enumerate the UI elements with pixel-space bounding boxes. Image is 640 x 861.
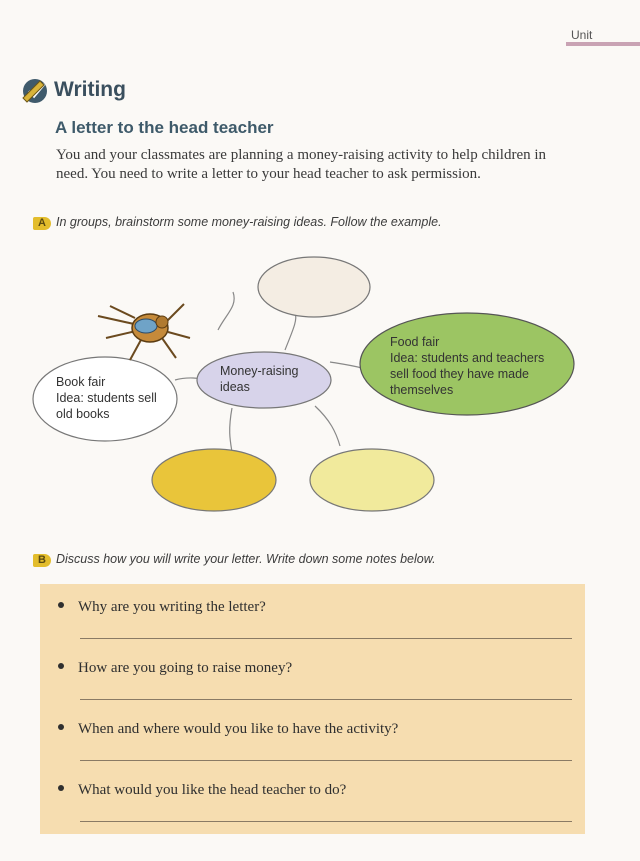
bullet (58, 602, 64, 608)
task-a-badge: A (33, 217, 51, 230)
unit-accent-bar (566, 42, 640, 46)
answer-line[interactable] (80, 699, 572, 700)
bullet (58, 663, 64, 669)
mind-map (0, 240, 640, 540)
answer-line[interactable] (80, 821, 572, 822)
task-b-badge: B (33, 554, 51, 567)
task-a-instruction (33, 215, 442, 230)
connector-right (330, 362, 362, 368)
question-item: How are you going to raise money? (58, 660, 292, 677)
book-fair-text: Book fair Idea: students sell old books (56, 375, 157, 421)
unit-label: Unit (571, 28, 593, 42)
connector-bottom-right (315, 406, 340, 446)
activity-title: A letter to the head teacher (55, 118, 274, 137)
task-a-text: In groups, brainstorm some money-raising ideas. Follow the example. (56, 215, 442, 229)
bullet (58, 785, 64, 791)
answer-line[interactable] (80, 760, 572, 761)
empty-idea-bubble-pale (310, 449, 434, 511)
question-item: What would you like the head teacher to do? (58, 782, 346, 799)
question-item: When and where would you like to have the activity? (58, 721, 398, 738)
connector-spider (218, 292, 234, 330)
connector-top (285, 313, 296, 350)
empty-idea-bubble-top (258, 257, 370, 317)
food-fair-text: Food fair Idea: students and teachers sell food they have made themselves (390, 335, 545, 397)
intro-paragraph: You and your classmates are planning a money-raising activity to help children in need. You need to write a letter to your head teacher to ask permission. (56, 147, 547, 182)
connector-bottom-left (230, 408, 232, 452)
spider-icon (98, 304, 190, 360)
task-b-instruction (33, 552, 436, 567)
answer-line[interactable] (80, 638, 572, 639)
empty-idea-bubble-yellow (152, 449, 276, 511)
center-bubble-text: Money-raising ideas (220, 364, 299, 394)
pencil-check-icon (20, 76, 50, 106)
question-item: Why are you writing the letter? (58, 599, 266, 616)
section-title: Writing (54, 78, 126, 101)
task-b-text: Discuss how you will write your letter. Write down some notes below. (56, 552, 436, 566)
bullet (58, 724, 64, 730)
